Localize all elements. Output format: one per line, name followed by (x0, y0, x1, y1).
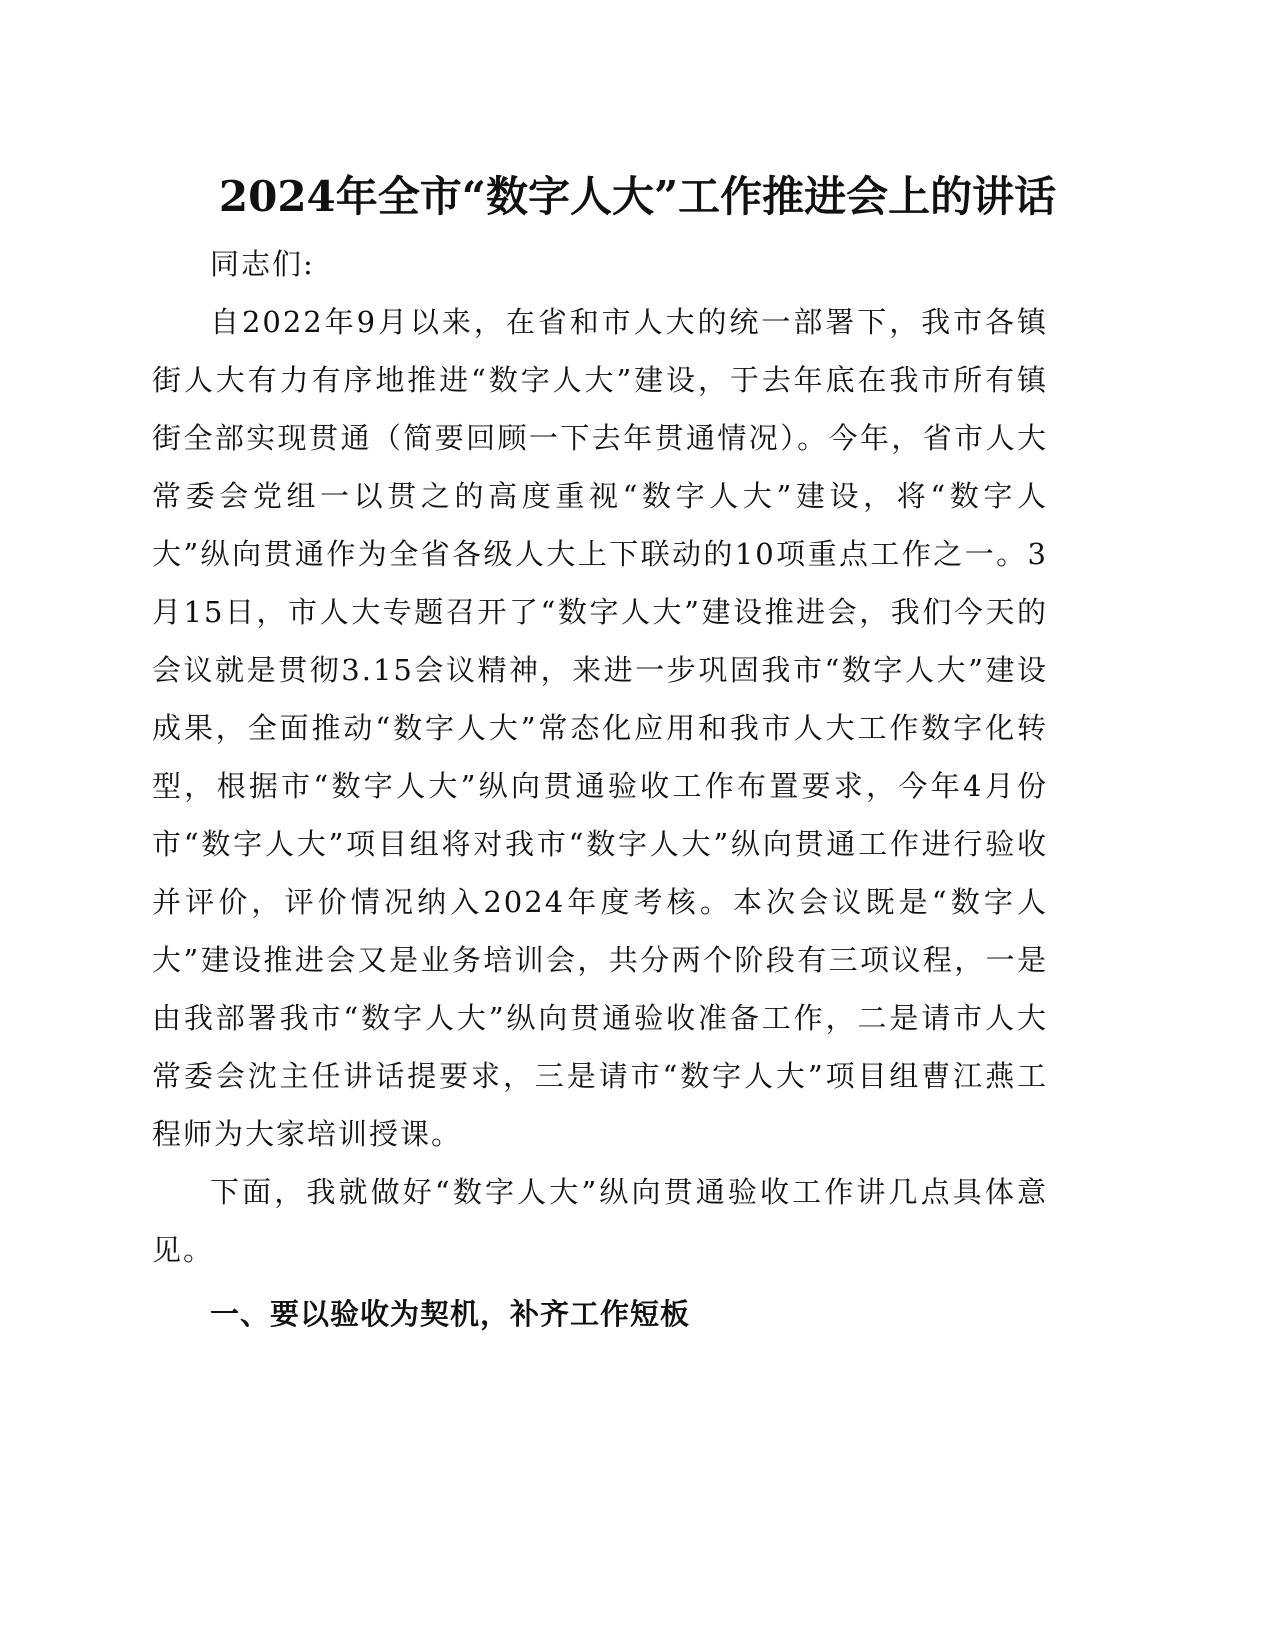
paragraph-transition: 下面，我就做好“数字人大”纵向贯通验收工作讲几点具体意见。 (152, 1175, 1048, 1267)
paragraph-intro: 自2022年9月以来，在省和市人大的统一部署下，我市各镇街人大有力有序地推进“数字人大”建设，于去年底在我市所有镇街全部实现贯通（简要回顾一下去年贯通情况）。今年，省市人大常委会党组一以贯之的高度重视“数字人大”建设，将“数字人大”纵向贯通作为全省各级人大上下联动的10项重点工作之一。3月15日，市人大专题召开了“数字人大”建设推进会，我们今天的会议就是贯彻3.15会议精神，来进一步巩固我市“数字人大”建设成果，全面推动“数字人大”常态化应用和我市人大工作数字化转型，根据市“数字人大”纵向贯通验收工作布置要求，今年4月份市“数字人大”项目组将对我市“数字人大”纵向贯通工作进行验收并评价，评价情况纳入2024年度考核。本次会议既是“数字人大”建设推进会又是业务培训会，共分两个阶段有三项议程，一是由我部署我市“数字人大”纵向贯通验收准备工作，二是请市人大常委会沈主任讲话提要求，三是请市“数字人大”项目组曹江燕工程师为大家培训授课。 (152, 305, 1048, 1151)
salutation: 同志们: (210, 247, 315, 281)
document-title: 2024年全市“数字人大”工作推进会上的讲话 (218, 172, 1057, 221)
document-body (152, 235, 1048, 1343)
section-heading-1: 一、要以验收为契机，补齐工作短板 (210, 1297, 691, 1331)
